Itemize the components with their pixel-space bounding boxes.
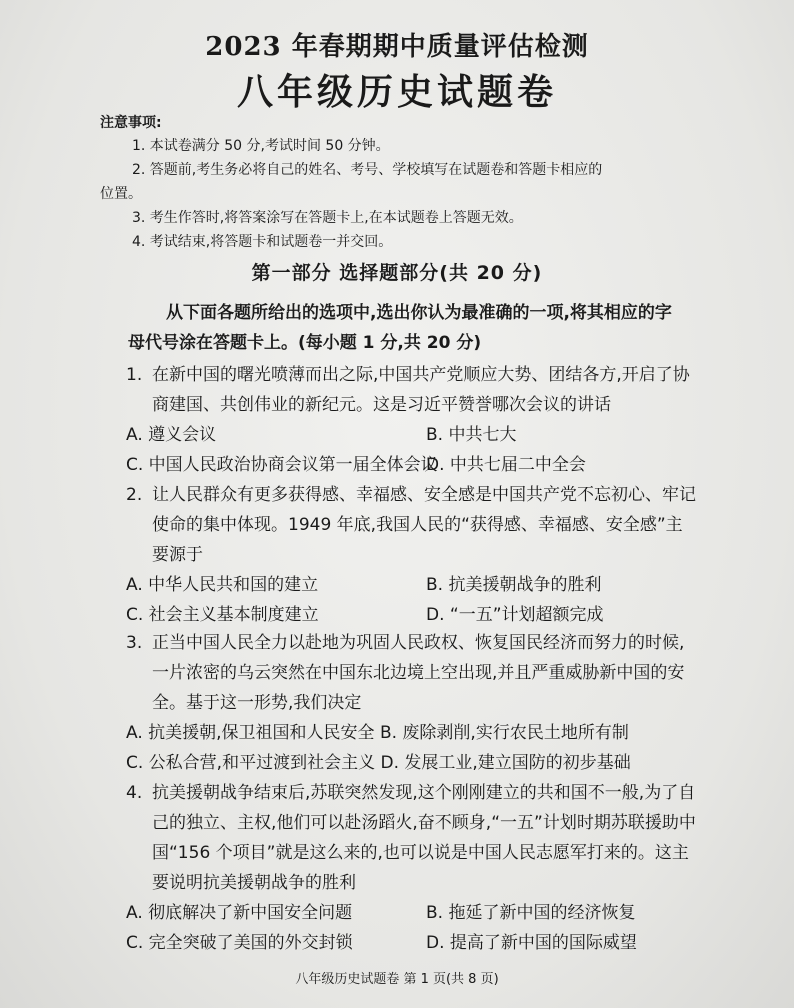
option-b: B. 中共七大 (426, 425, 517, 445)
question-4 (126, 778, 696, 958)
option-a: A. 遵义会议 (126, 425, 217, 445)
question-number: 2. (126, 485, 143, 505)
instruction-line: 从下面各题所给出的选项中,选出你认为最准确的一项,将其相应的字 (166, 303, 672, 323)
question-stem (126, 480, 696, 570)
question-stem (126, 628, 696, 718)
option-ab: A. 抗美援朝,保卫祖国和人民安全 B. 废除剥削,实行农民土地所有制 (126, 723, 629, 743)
option-c: C. 中国人民政治协商会议第一届全体会议 (126, 455, 438, 475)
question-number: 4. (126, 783, 143, 803)
question-stem (126, 360, 696, 420)
notice-item: 3. 考生作答时,将答案涂写在答题卡上,在本试题卷上答题无效。 (132, 210, 523, 226)
option-c: C. 完全突破了美国的外交封锁 (126, 933, 353, 953)
notice-list (100, 134, 700, 254)
question-3 (126, 628, 696, 778)
notice-item: 2. 答题前,考生务必将自己的姓名、考号、学校填写在试题卷和答题卡相应的 (132, 162, 603, 178)
notice-item: 1. 本试卷满分 50 分,考试时间 50 分钟。 (132, 138, 390, 154)
question-text: 抗美援朝战争结束后,苏联突然发现,这个刚刚建立的共和国不一般,为了自己的独立、主权,他们可以赴汤蹈火,奋不顾身,“一五”计划时期苏联援助中国“156 个项目”就是这么来的,也可以说是中国人民志愿军打来的。这主要说明抗美援朝战争的胜利 (152, 783, 696, 893)
option-d: D. “一五”计划超额完成 (426, 605, 604, 625)
question-stem (126, 778, 696, 898)
exam-title: 2023 年春期期中质量评估检测 (205, 32, 589, 62)
option-c: C. 社会主义基本制度建立 (126, 605, 319, 625)
question-text: 在新中国的曙光喷薄而出之际,中国共产党顺应大势、团结各方,开启了协商建国、共创伟业的新纪元。这是习近平赞誉哪次会议的讲话 (152, 365, 690, 415)
question-number: 1. (126, 365, 143, 385)
option-d: D. 中共七届二中全会 (426, 455, 586, 475)
question-text: 让人民群众有更多获得感、幸福感、安全感是中国共产党不忘初心、牢记使命的集中体现。1949 年底,我国人民的“获得感、幸福感、安全感”主要源于 (152, 485, 696, 565)
notice-heading: 注意事项: (100, 115, 162, 131)
option-cd: C. 公私合营,和平过渡到社会主义 D. 发展工业,建立国防的初步基础 (126, 753, 631, 773)
exam-subtitle: 八年级历史试题卷 (236, 72, 557, 113)
page-footer: 八年级历史试题卷 第 1 页(共 8 页) (295, 972, 499, 987)
option-a: A. 中华人民共和国的建立 (126, 575, 319, 595)
option-b: B. 拖延了新中国的经济恢复 (426, 903, 636, 923)
section-heading: 第一部分 选择题部分(共 20 分) (251, 262, 543, 284)
option-a: A. 彻底解决了新中国安全问题 (126, 903, 353, 923)
option-b: B. 抗美援朝战争的胜利 (426, 575, 602, 595)
question-1 (126, 360, 696, 480)
instruction-line: 母代号涂在答题卡上。(每小题 1 分,共 20 分) (128, 333, 482, 353)
notice-item: 4. 考试结束,将答题卡和试题卷一并交回。 (132, 234, 393, 250)
question-text: 正当中国人民全力以赴地为巩固人民政权、恢复国民经济而努力的时候,一片浓密的乌云突然在中国东北边境上空出现,并且严重威胁新中国的安全。基于这一形势,我们决定 (152, 633, 685, 713)
section-instruction (128, 298, 688, 358)
question-2 (126, 480, 696, 630)
option-d: D. 提高了新中国的国际威望 (426, 933, 637, 953)
notice-item: 位置。 (100, 186, 142, 202)
question-number: 3. (126, 633, 143, 653)
